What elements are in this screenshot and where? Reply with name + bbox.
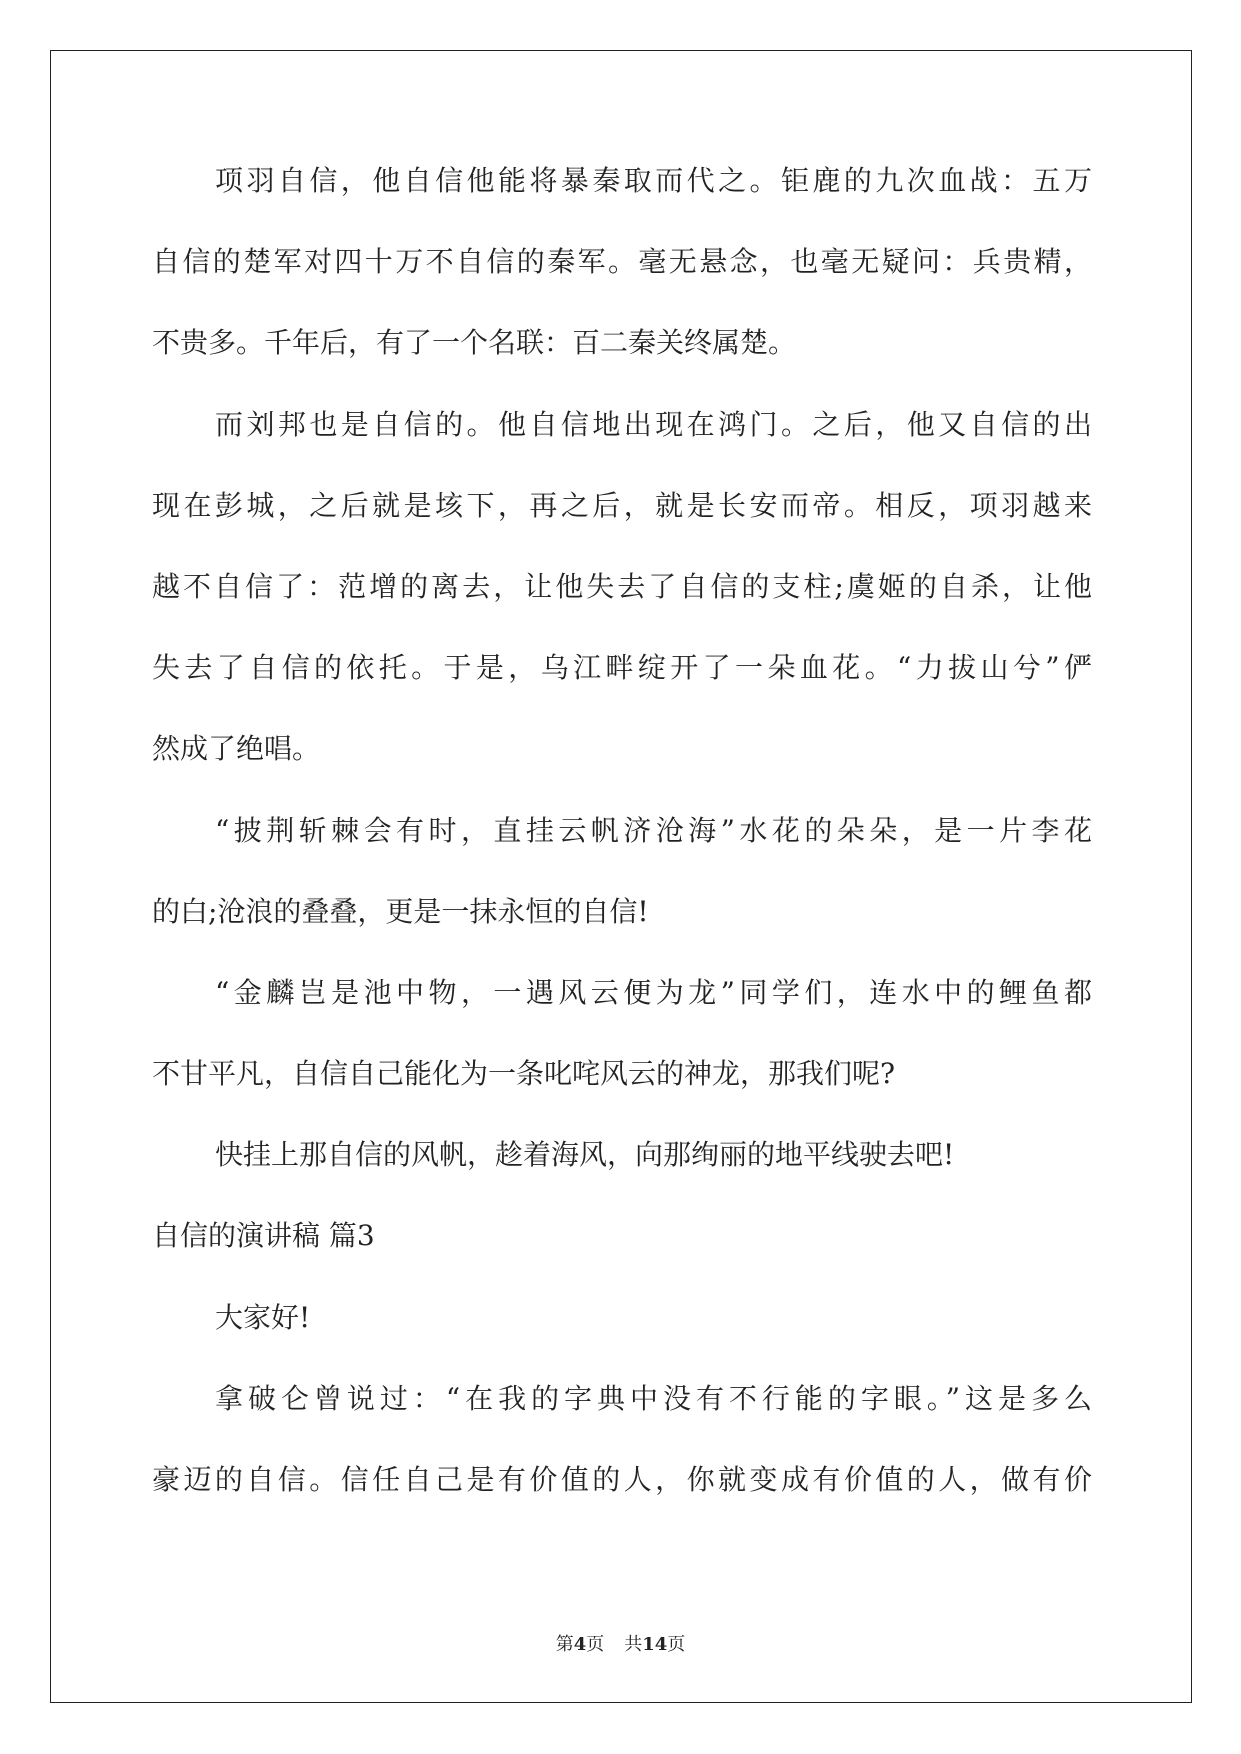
page-unit: 页 bbox=[586, 1634, 605, 1655]
total-prefix: 共 bbox=[624, 1634, 643, 1655]
page-prefix: 第 bbox=[555, 1634, 574, 1655]
page-current: 4 bbox=[573, 1634, 587, 1655]
text-line: 豪迈的自信。信任自己是有价值的人，你就变成有价值的人，做有价 bbox=[152, 1463, 1092, 1496]
text-line: “金麟岂是池中物，一遇风云便为龙”同学们，连水中的鲤鱼都 bbox=[215, 975, 1092, 1009]
page-total: 14 bbox=[642, 1634, 668, 1655]
text-line: 不甘平凡，自信自己能化为一条叱咤风云的神龙，那我们呢? bbox=[152, 1057, 896, 1091]
text-line: 拿破仑曾说过：“在我的字典中没有不行能的字眼。”这是多么 bbox=[215, 1381, 1092, 1415]
total-unit: 页 bbox=[667, 1634, 686, 1655]
text-line: 大家好! bbox=[215, 1300, 311, 1334]
document-body bbox=[152, 161, 1092, 1541]
text-line: 项羽自信，他自信他能将暴秦取而代之。钜鹿的九次血战：五万 bbox=[215, 164, 1092, 197]
text-line: 然成了绝唱。 bbox=[152, 732, 321, 766]
text-line: 快挂上那自信的风帆，趁着海风，向那绚丽的地平线驶去吧! bbox=[215, 1138, 955, 1172]
text-line: 失去了自信的依托。于是，乌江畔绽开了一朵血花。“力拔山兮”俨 bbox=[152, 651, 1092, 685]
text-line: 的白;沧浪的叠叠，更是一抹永恒的自信! bbox=[152, 894, 649, 928]
text-line: 自信的楚军对四十万不自信的秦军。毫无悬念，也毫无疑问：兵贵精， bbox=[152, 245, 1092, 279]
text-line: 现在彭城，之后就是垓下，再之后，就是长安而帝。相反，项羽越来 bbox=[152, 488, 1092, 522]
text-line: 而刘邦也是自信的。他自信地出现在鸿门。之后，他又自信的出 bbox=[215, 407, 1092, 441]
page-footer bbox=[0, 1630, 1241, 1656]
text-line: “披荆斩棘会有时，直挂云帆济沧海”水花的朵朵，是一片李花 bbox=[215, 813, 1092, 847]
section-heading: 自信的演讲稿 篇3 bbox=[152, 1219, 375, 1253]
text-line: 不贵多。千年后，有了一个名联：百二秦关终属楚。 bbox=[152, 326, 797, 360]
text-line: 越不自信了：范增的离去，让他失去了自信的支柱;虞姬的自杀，让他 bbox=[152, 569, 1092, 603]
